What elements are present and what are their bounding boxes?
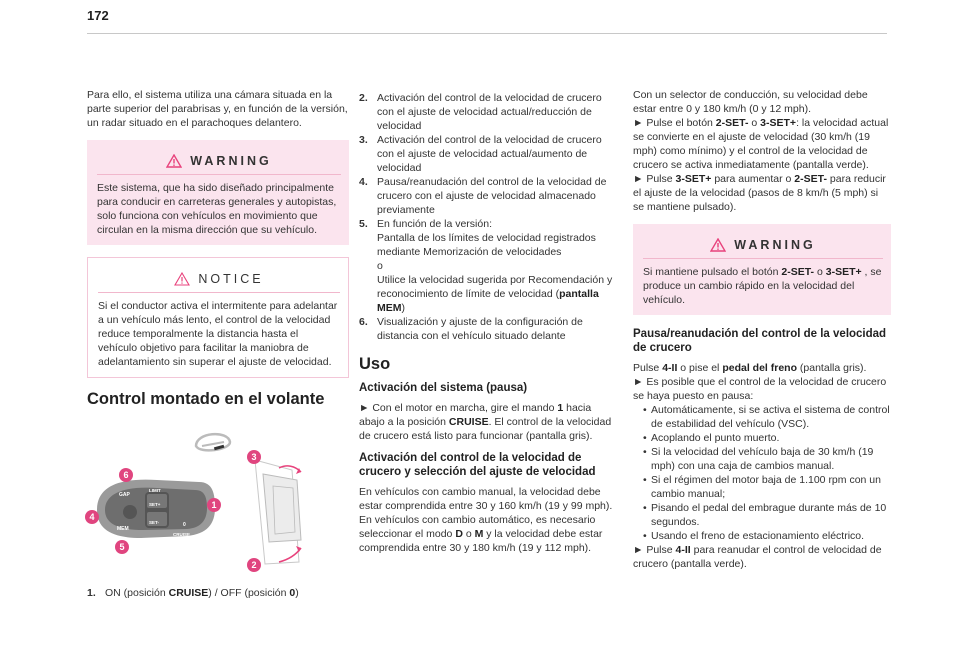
pause-conditions-list [633, 403, 891, 543]
heading-pausa: Pausa/reanudación del control de la velocidad de crucero [633, 328, 887, 354]
page-number: 172 [87, 8, 109, 23]
text-line: En función de la versión: [377, 218, 492, 230]
list-text: Pisando el pedal del embrague durante más de 10 segundos. [651, 502, 887, 528]
warning-header [97, 148, 341, 175]
text-run: o [748, 117, 761, 129]
bold-run: 4-II [675, 544, 691, 556]
bold-run: D [455, 528, 463, 540]
warning-title: WARNING [734, 238, 816, 252]
lever-label-gap: GAP [119, 492, 130, 498]
posible-paragraph [633, 375, 891, 403]
lever-label-off: 0 [183, 522, 186, 528]
bold-run: M [474, 528, 484, 540]
arrow-icon: ► [633, 544, 644, 556]
list-text: Si el régimen del motor baja de 1.100 rpm con un cambio manual; [651, 474, 881, 500]
list-text [377, 217, 617, 315]
text-run: ) [295, 587, 299, 599]
callout-3: 3 [247, 450, 261, 464]
list-num: 3. [359, 134, 368, 146]
text-run: o [814, 266, 826, 278]
text-run: , se produce un cambio rápido en la velocidad del vehículo. [643, 266, 882, 306]
warning-text: Este sistema, que ha sido diseñado principalmente para conducir en carreteras generales y autopistas, solo funciona con vehículos en movimiento que circulan en la misma dirección que su vehículo. [97, 182, 337, 236]
lever-label-mem: MEM [117, 526, 129, 532]
arrow-icon: ► [633, 173, 644, 185]
list-item-3 [359, 133, 617, 175]
bullet-icon: • [643, 446, 647, 458]
top-rule [87, 33, 887, 34]
bold-run: 2-SET- [781, 266, 815, 278]
text-run: . El control de la velocidad de crucero está listo para funcionar (pantalla gris). [359, 416, 612, 442]
list-num: 4. [359, 176, 368, 188]
list-num: 2. [359, 92, 368, 104]
text-run: para reanudar el control de velocidad de crucero (pantalla verde). [633, 544, 882, 570]
heading-seleccion: Activación del control de la velocidad de crucero y selección del ajuste de velocidad [359, 452, 596, 478]
bullet-icon: • [643, 502, 647, 514]
bold-run: 1 [557, 402, 564, 414]
bullet-icon: • [643, 432, 647, 444]
warning-title: WARNING [190, 154, 272, 168]
lever-label-set-minus: SET- [149, 520, 160, 525]
text-line: o [377, 260, 383, 272]
list-item-4 [359, 175, 617, 217]
callout-6: 6 [119, 468, 133, 482]
section-title: Control montado en el volante [87, 390, 325, 408]
selector-paragraph: Con un selector de conducción, su velocidad debe estar entre 0 y 180 km/h (0 y 12 mph). [633, 89, 868, 115]
text-line: Pantalla de los límites de velocidad registrados mediante Memorización de velocidades [377, 232, 596, 258]
warning-box [87, 140, 349, 245]
text-run: o pise el [677, 362, 723, 374]
text-run: y la velocidad debe estar comprendida entre 30 y 180 km/h (19 y 112 mph). [359, 528, 603, 554]
text-run: hacia abajo a la posición [359, 402, 592, 428]
list-text: Visualización y ajuste de la configuración de distancia con el vehículo situado delante [377, 316, 583, 342]
lever-label-cruise: CRUISE [173, 532, 191, 537]
text-run: Es posible que el control de la velocidad de crucero se haya puesto en pausa: [633, 376, 887, 402]
bold-run: CRUISE [168, 587, 209, 599]
list-text: Si la velocidad del vehículo baja de 30 km/h (19 mph) con una caja de cambios manual. [651, 446, 874, 472]
bullet-icon: • [643, 530, 647, 542]
text-run: Pulse [643, 544, 676, 556]
bullet-icon: • [643, 474, 647, 486]
text-run: Si mantiene pulsado el botón [643, 266, 782, 278]
bold-run: pedal del freno [722, 362, 797, 374]
list-text [105, 586, 349, 600]
list-item-2 [359, 91, 617, 133]
seleccion-paragraph [359, 485, 617, 555]
list-text: Usando el freno de estacionamiento eléctrico. [651, 530, 865, 542]
list-item [633, 473, 891, 501]
list-item-5 [359, 217, 617, 315]
uso-title: Uso [359, 355, 391, 373]
callout-5: 5 [115, 540, 129, 554]
list-item-6 [359, 315, 617, 343]
bold-run: 3-SET+ [675, 173, 712, 185]
list-num: 5. [359, 218, 368, 230]
list-item [633, 445, 891, 473]
reanudar-paragraph [633, 543, 891, 571]
pulse-paragraph [633, 361, 891, 375]
list-item [633, 403, 891, 431]
text-run: Con el motor en marcha, gire el mando [369, 402, 558, 414]
list-item [633, 501, 891, 529]
lever-label-set-plus: SET+ [149, 502, 161, 507]
column-3 [633, 88, 891, 581]
warning-text [643, 265, 883, 307]
column-1 [87, 88, 349, 600]
callout-4: 4 [85, 510, 99, 524]
text-run: o [462, 528, 475, 540]
notice-text: Si el conductor activa el intermitente para adelantar a un vehículo más lento, el control de la velocidad reduce temporalmente la distancia hasta el vehículo objetivo para facilitar la maniobra de adelantamiento sin superar el ajuste de velocidad. [98, 300, 338, 368]
list-text: Activación del control de la velocidad de crucero con el ajuste de velocidad actual/aumento de velocidad [377, 134, 602, 174]
arrow-icon: ► [359, 402, 370, 414]
text-run: (pantalla gris). [797, 362, 867, 374]
warning-triangle-icon [166, 154, 182, 168]
text-run: ON (posición [105, 587, 169, 599]
arrow-icon: ► [633, 117, 644, 129]
column-2 [359, 91, 617, 565]
list-text: Automáticamente, si se activa el sistema de control de estabilidad del vehículo (VSC). [651, 404, 890, 430]
callout-2: 2 [247, 558, 261, 572]
heading-activacion: Activación del sistema (pausa) [359, 382, 528, 394]
bold-run: pantalla MEM [377, 288, 599, 314]
warning-triangle-icon [710, 238, 726, 252]
activacion-paragraph [359, 401, 617, 443]
callout-1: 1 [207, 498, 221, 512]
text-run: Pulse [643, 173, 676, 185]
bold-run: 2-SET- [715, 117, 749, 129]
bold-run: 3-SET+ [825, 266, 862, 278]
text-run: para aumentar o [711, 173, 795, 185]
text-run: ) [401, 302, 405, 314]
text-run: ) / OFF (posición [208, 587, 290, 599]
notice-title: NOTICE [198, 272, 264, 286]
set-paragraph [633, 116, 891, 172]
list-item [633, 431, 891, 445]
text-run: Pulse el botón [643, 117, 716, 129]
notice-header [98, 266, 340, 293]
list-item-1 [87, 586, 349, 600]
text-run: Pulse [633, 362, 663, 374]
text-line: Utilice la velocidad sugerida por Recomendación y reconocimiento de límite de velocidad ( [377, 274, 613, 300]
bold-run: 0 [289, 587, 296, 599]
text-run: : la velocidad actual se convierte en el ajuste de velocidad (30 km/h (19 mph) como mínimo) y el control de la velocidad de crucero se activa inmediatamente (pantalla verde). [633, 117, 889, 171]
warning-box-2 [633, 224, 891, 315]
bold-run: 3-SET+ [760, 117, 797, 129]
bold-run: CRUISE [448, 416, 489, 428]
bullet-icon: • [643, 404, 647, 416]
lever-label-limit: LIMIT [149, 488, 161, 493]
list-text: Acoplando el punto muerto. [651, 432, 780, 444]
notice-triangle-icon [174, 272, 190, 286]
bold-run: 2-SET- [794, 173, 827, 185]
bold-run: 4-II [662, 362, 678, 374]
text-run: En vehículos con cambio manual, la velocidad debe estar comprendida entre 30 y 160 km/h (19 y 99 mph). En vehículos con cambio automático, es necesario seleccionar el modo [359, 486, 613, 540]
increase-paragraph [633, 172, 891, 214]
text-run: para reducir el ajuste de la velocidad (pasos de 8 km/h (5 mph) si se mantiene pulsado). [633, 173, 886, 213]
list-item [633, 529, 891, 543]
intro-paragraph: Para ello, el sistema utiliza una cámara situada en la parte superior del parabrisas y, en función de la versión, un radar situado en el parachoques delantero. [87, 89, 348, 129]
warning-header [643, 232, 883, 259]
list-text: Activación del control de la velocidad de crucero con el ajuste de velocidad actual/reducción de velocidad [377, 92, 602, 132]
list-num: 1. [87, 587, 96, 599]
list-text: Pausa/reanudación del control de la velocidad de crucero con el ajuste de velocidad almacenado previamente [377, 176, 607, 216]
notice-box [87, 257, 349, 378]
steering-control-figure [87, 422, 349, 582]
list-num: 6. [359, 316, 368, 328]
arrow-icon: ► [633, 376, 644, 388]
